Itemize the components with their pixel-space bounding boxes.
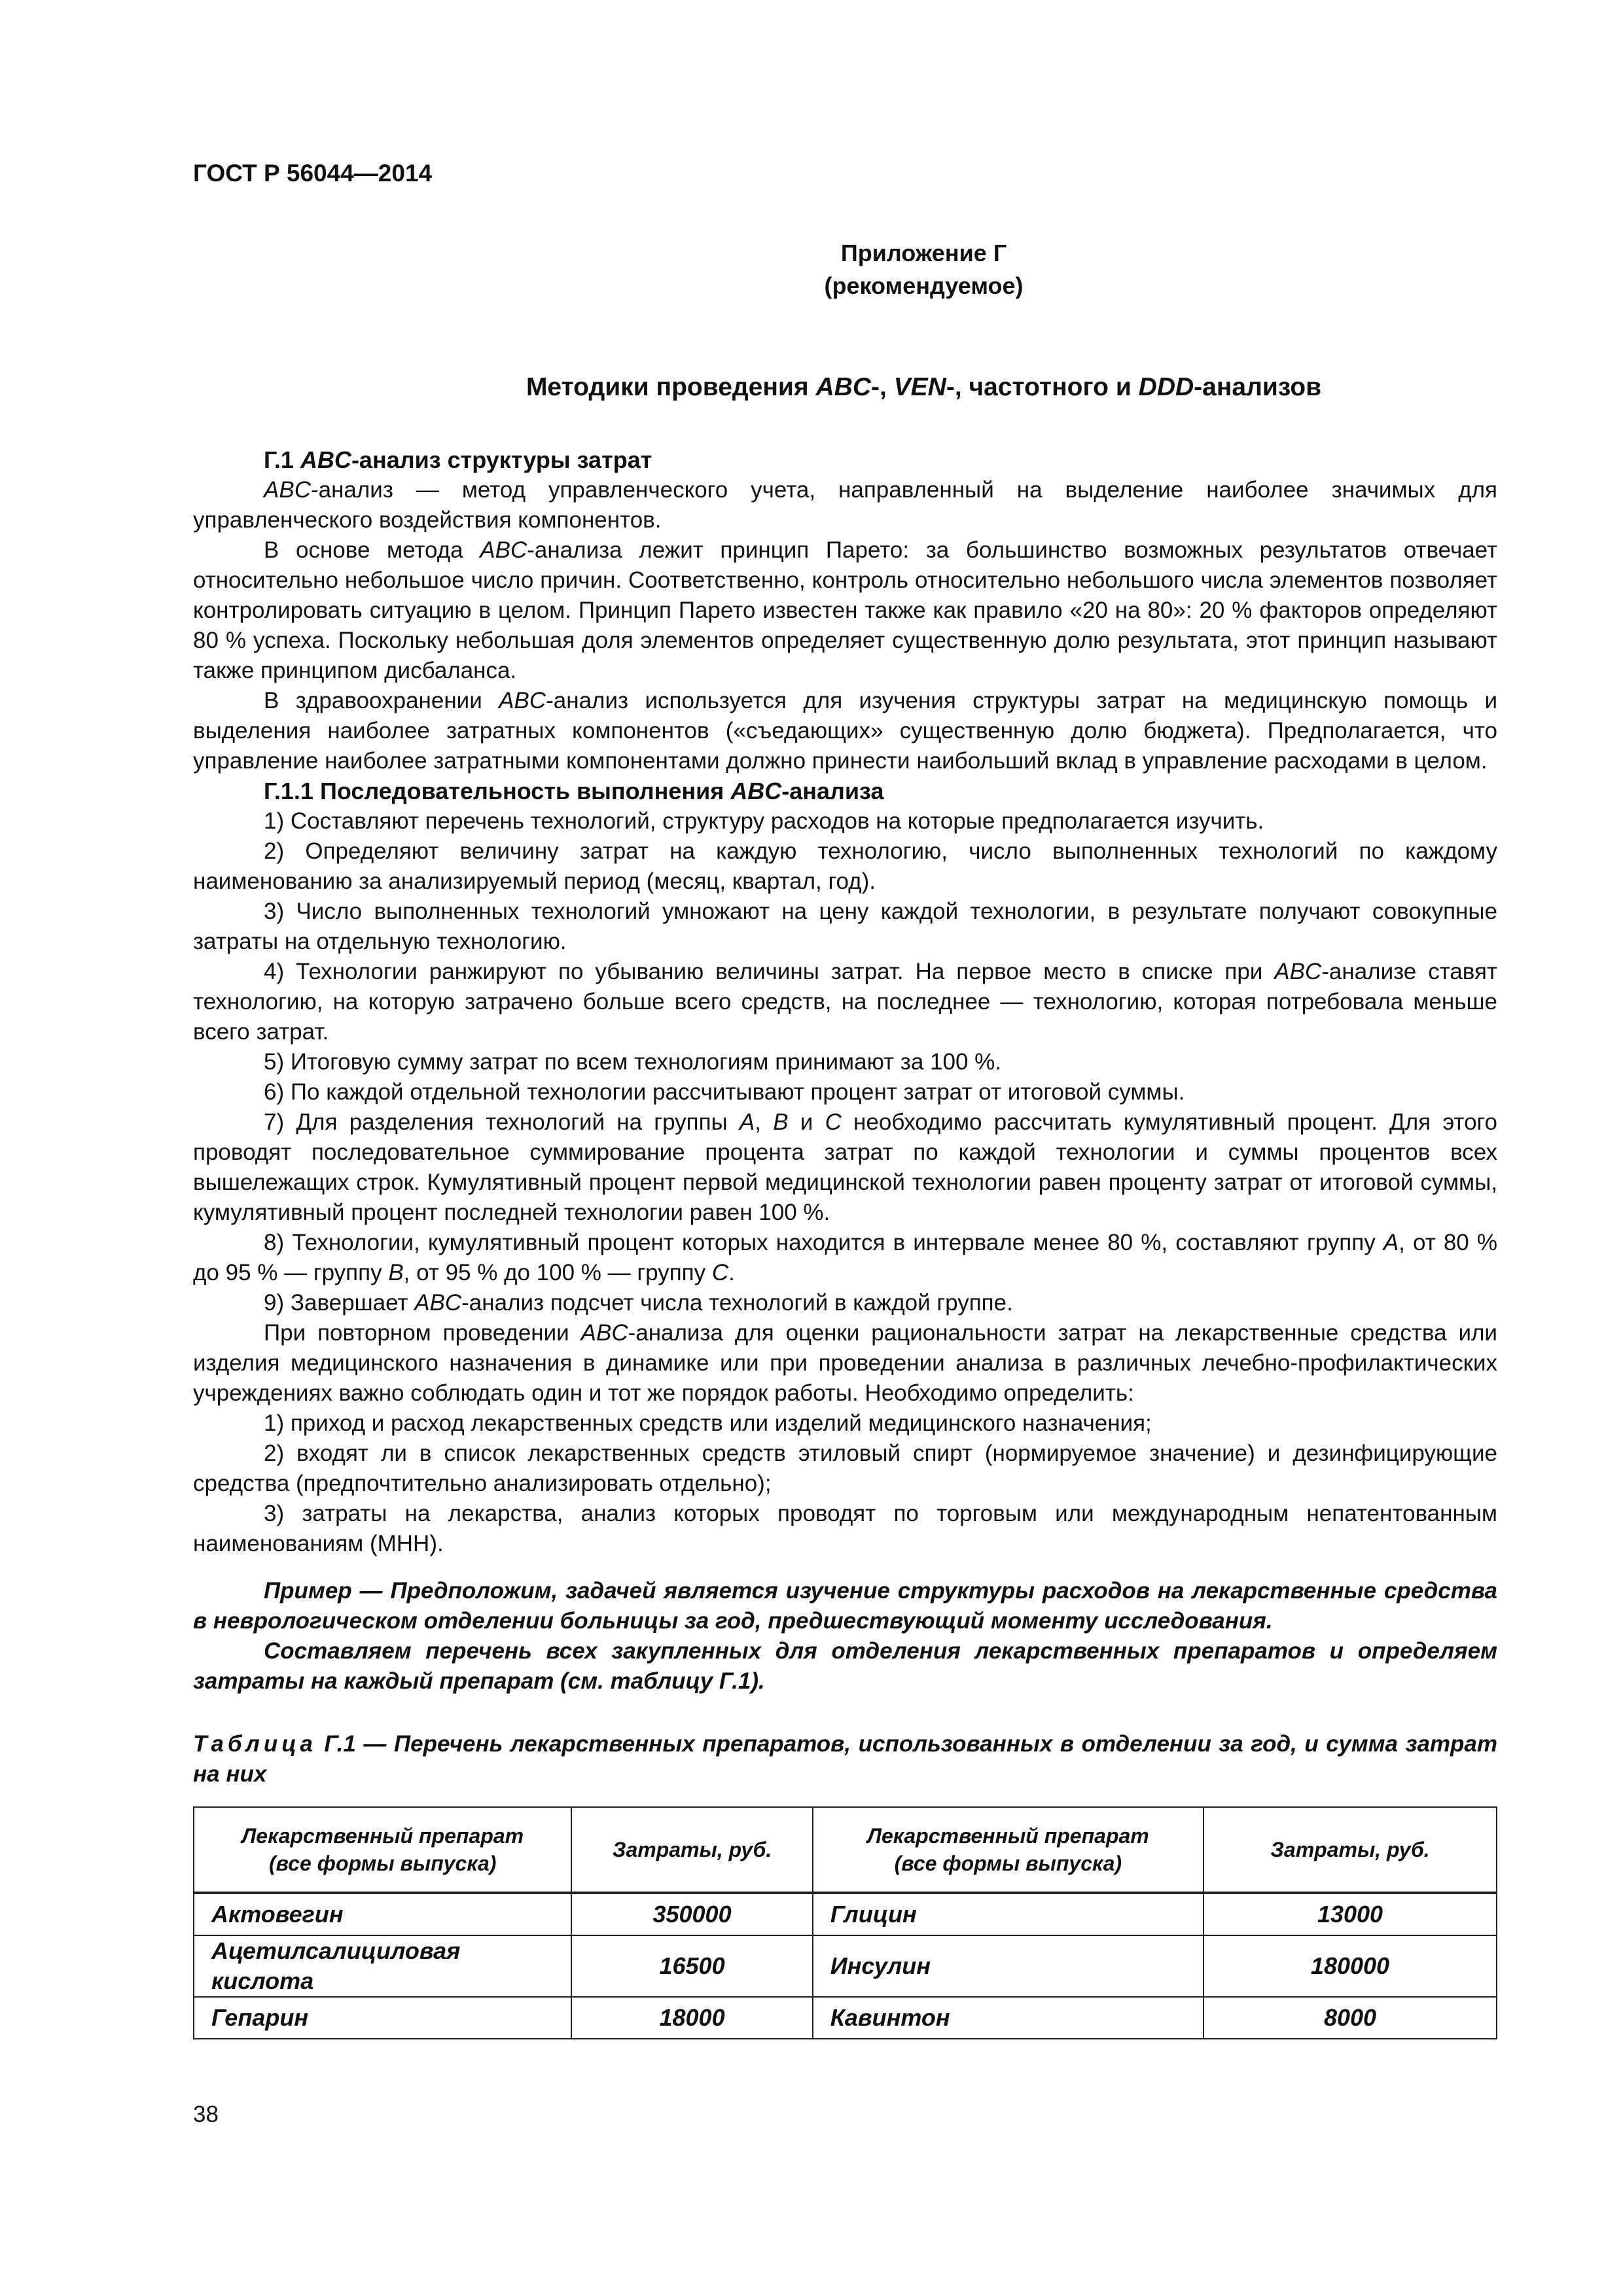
header-cost	[1204, 1807, 1497, 1893]
term-abc: ABC	[499, 688, 546, 713]
header-drug-label: Лекарственный препарат (все формы выпуска)	[241, 1824, 524, 1875]
drug-costs-table	[193, 1806, 1497, 2039]
table-row	[194, 1893, 1497, 1935]
drug-name: Гепарин	[194, 1997, 571, 2039]
appendix-status: (рекомендуемое)	[824, 272, 1024, 299]
header-drug	[813, 1807, 1204, 1893]
step-6: 6) По каждой отдельной технологии рассчитывают процент затрат от итоговой суммы.	[264, 1079, 1185, 1105]
repeat-item-3: 3) затраты на лекарства, анализ которых проводят по торговым или международным непатентованным наименованиям (МНН).	[193, 1501, 1497, 1556]
term-abc: ABC	[264, 477, 311, 503]
table-caption	[193, 1729, 1497, 1789]
header-drug-label: Лекарственный препарат (все формы выпуска)	[866, 1824, 1149, 1875]
step-text: , от 80 % до 95 % — группу	[193, 1230, 1497, 1285]
drug-cost: 8000	[1204, 1997, 1497, 2039]
drug-name: Актовегин	[194, 1893, 571, 1935]
title-ddd: DDD	[1138, 373, 1194, 401]
section-abc: ABC	[300, 446, 351, 473]
term-abc: ABC	[580, 1320, 628, 1346]
section-number: Г.1	[264, 446, 300, 473]
table-header-row	[194, 1807, 1497, 1893]
drug-cost: 16500	[571, 1935, 812, 1997]
group-b: B	[388, 1260, 404, 1285]
drug-name: Ацетилсалициловая кислота	[194, 1935, 571, 1997]
main-title	[193, 370, 1497, 404]
group-a: A	[739, 1109, 755, 1135]
paragraph-text: При повторном проведении	[264, 1320, 581, 1346]
title-text: -анализов	[1194, 373, 1322, 401]
table-caption-text: Г.1 — Перечень лекарственных препаратов, использованных в отделении за год, и сумма затрат на них	[193, 1731, 1497, 1787]
step-text: , от 95 % до 100 % — группу	[403, 1260, 712, 1285]
document-code: ГОСТ Р 56044—2014	[193, 160, 433, 187]
step-text: ,	[755, 1109, 774, 1135]
drug-name: Кавинтон	[813, 1997, 1204, 2039]
table-row	[194, 1935, 1497, 1997]
header-cost-label: Затраты, руб.	[612, 1838, 772, 1861]
paragraph-text: В здравоохранении	[264, 688, 499, 713]
title-text: Методики проведения	[526, 373, 816, 401]
header-cost-label: Затраты, руб.	[1270, 1838, 1430, 1861]
section-abc: ABC	[730, 778, 782, 804]
section-title: Последовательность выполнения	[319, 778, 731, 804]
repeat-item-2: 2) входят ли в список лекарственных средств этиловый спирт (нормируемое значение) и дезинфицирующие средства (предпочтительно анализировать отдельно);	[193, 1441, 1497, 1496]
section-g1-heading	[193, 445, 1497, 475]
drug-cost: 350000	[571, 1893, 812, 1935]
drug-name: Инсулин	[813, 1935, 1204, 1997]
group-c: C	[711, 1260, 729, 1285]
step-7	[193, 1107, 1497, 1228]
section-g11-heading	[193, 776, 1497, 806]
term-abc: ABC	[414, 1290, 462, 1316]
intro-paragraph	[193, 475, 1497, 535]
term-abc: ABC	[1274, 959, 1322, 984]
table-row	[194, 1997, 1497, 2039]
table-caption-label: Таблица	[193, 1731, 317, 1757]
group-c: C	[825, 1109, 842, 1135]
header-drug	[194, 1807, 571, 1893]
drug-cost: 13000	[1204, 1893, 1497, 1935]
step-5: 5) Итоговую сумму затрат по всем технологиям принимают за 100 %.	[264, 1049, 1002, 1075]
repeat-analysis-paragraph	[193, 1318, 1497, 1408]
document-page	[193, 157, 1497, 2039]
paragraph-text: В основе метода	[264, 537, 480, 563]
appendix-heading	[193, 237, 1497, 302]
section-number: Г.1.1	[264, 778, 320, 804]
step-2: 2) Определяют величину затрат на каждую технологию, число выполненных технологий по каждому наименованию за анализируемый период (месяц, квартал, год).	[193, 838, 1497, 894]
paragraph-text: -анализ используется для изучения структуры затрат на медицинскую помощь и выделения наиболее затратных компонентов («съедающих» существенную долю бюджета). Предполагается, что управление наиболее затратными компонентами должно принести наибольший вклад в управление расходами в целом.	[193, 688, 1497, 774]
title-ven: VEN	[893, 373, 946, 401]
step-1: 1) Составляют перечень технологий, структуру расходов на которые предполагается изучить.	[264, 808, 1264, 834]
paragraph-text: -анализа лежит принцип Парето: за большинство возможных результатов отвечает относительно небольшое число причин. Соответственно, контроль относительно небольшого числа элементов позволяет контролировать ситуацию в целом. Принцип Парето известен также как правило «20 на 80»: 20 % факторов определяют 80 % успеха. Поскольку небольшая доля элементов определяет существенную долю результата, этот принцип называют также принципом дисбаланса.	[193, 537, 1497, 683]
step-text: -анализе ставят технологию, на которую затрачено больше всего средств, на последнее — технологию, которая потребовала меньше всего затрат.	[193, 959, 1497, 1045]
step-text: 8) Технологии, кумулятивный процент которых находится в интервале менее 80 %, составляют группу	[264, 1230, 1383, 1255]
step-text: 7) Для разделения технологий на группы	[264, 1109, 740, 1135]
step-4	[193, 957, 1497, 1047]
step-9	[193, 1288, 1497, 1318]
appendix-label: Приложение Г	[840, 240, 1007, 266]
group-a: A	[1383, 1230, 1399, 1255]
intro-paragraph	[193, 535, 1497, 686]
step-text: 4) Технологии ранжируют по убыванию величины затрат. На первое место в списке при	[264, 959, 1275, 984]
group-b: B	[773, 1109, 789, 1135]
step-8	[193, 1228, 1497, 1288]
step-text: .	[728, 1260, 735, 1285]
page-number: 38	[193, 2102, 219, 2127]
step-text: и	[788, 1109, 825, 1135]
section-title: -анализ структуры затрат	[351, 446, 652, 473]
intro-paragraph	[193, 686, 1497, 776]
header-cost	[571, 1807, 812, 1893]
term-abc: ABC	[480, 537, 527, 563]
title-abc: ABC	[815, 373, 871, 401]
example-paragraph: Пример — Предположим, задачей является изучение структуры расходов на лекарственные средства в неврологическом отделении больницы за год, предшествующий моменту исследования.	[193, 1578, 1497, 1634]
step-text: необходимо рассчитать кумулятивный процент. Для этого проводят последовательное суммирование процента затрат по каждой технологии и суммы процентов всех вышележащих строк. Кумулятивный процент первой медицинской технологии равен проценту затрат от итоговой суммы, кумулятивный процент последней технологии равен 100 %.	[193, 1109, 1497, 1225]
example-paragraph: Составляем перечень всех закупленных для отделения лекарственных препаратов и определяем затраты на каждый препарат (см. таблицу Г.1).	[193, 1638, 1497, 1694]
repeat-item-1: 1) приход и расход лекарственных средств или изделий медицинского назначения;	[264, 1410, 1152, 1436]
section-title: -анализа	[781, 778, 884, 804]
step-3: 3) Число выполненных технологий умножают на цену каждой технологии, в результате получают совокупные затраты на отдельную технологию.	[193, 899, 1497, 954]
drug-cost: 180000	[1204, 1935, 1497, 1997]
title-text: -,	[870, 373, 894, 401]
drug-cost: 18000	[571, 1997, 812, 2039]
step-text: 9) Завершает	[264, 1290, 415, 1316]
drug-name: Глицин	[813, 1893, 1204, 1935]
paragraph-text: -анализа для оценки рациональности затрат на лекарственные средства или изделия медицинского назначения в динамике или при проведении анализа в различных лечебно-профилактических учреждениях важно соблюдать один и тот же порядок работы. Необходимо определить:	[193, 1320, 1497, 1406]
paragraph-text: -анализ — метод управленческого учета, направленный на выделение наиболее значимых для управленческого воздействия компонентов.	[193, 477, 1497, 533]
title-text: -, частотного и	[946, 373, 1139, 401]
step-text: -анализ подсчет числа технологий в каждой группе.	[461, 1290, 1013, 1316]
